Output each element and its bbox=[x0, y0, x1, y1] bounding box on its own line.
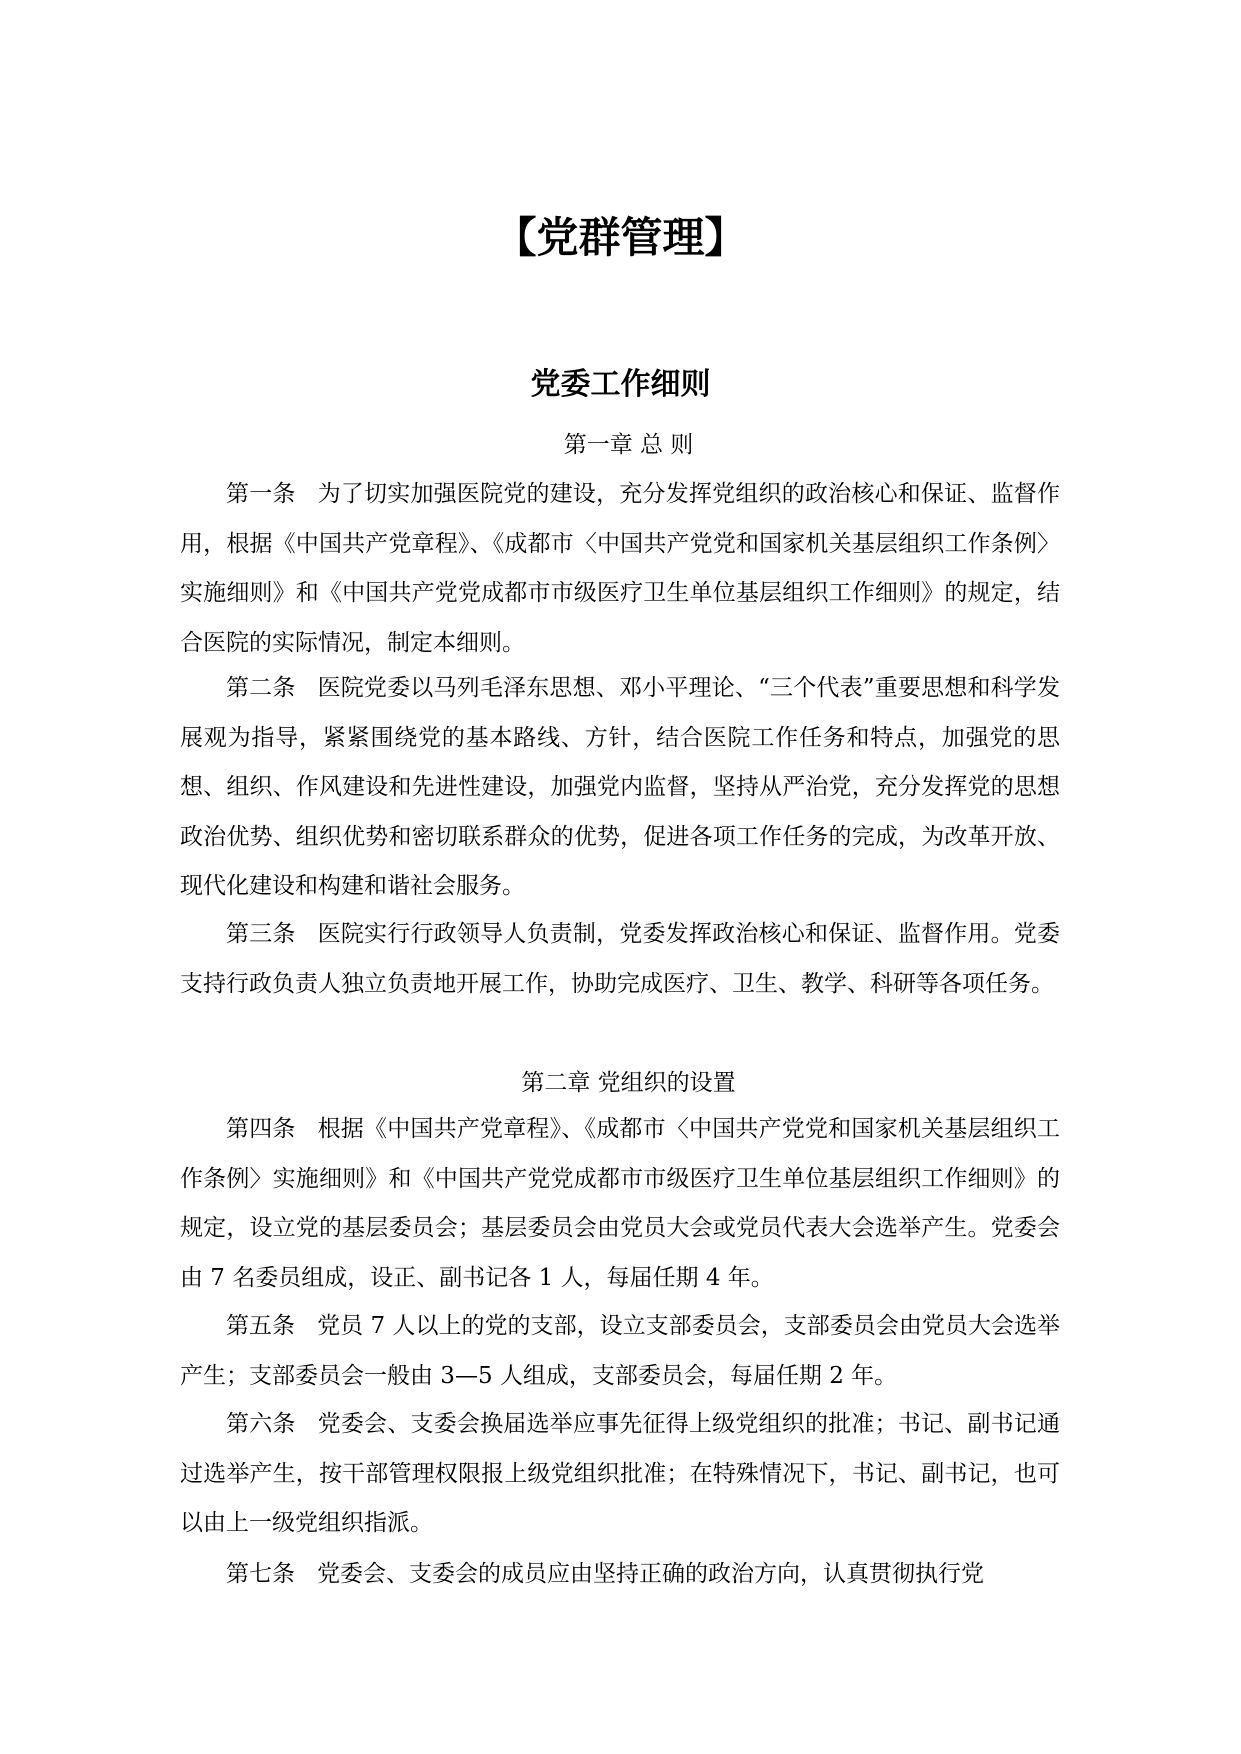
article-text: 为了切实加强医院党的建设，充分发挥党组织的政治核心和保证、监督作用，根据《中国共产党章程》、《成都市〈中国共产党党和国家机关基层组织工作条例〉实施细则》和《中国共产党党成都市市级医疗卫生单位基层组织工作细则》的规定，结合医院的实际情况，制定本细则。 bbox=[180, 481, 1061, 656]
article-label: 第四条 bbox=[226, 1116, 296, 1142]
article-label: 第一条 bbox=[226, 481, 296, 507]
article-1 bbox=[180, 470, 1060, 668]
section-title: 【党群管理】 bbox=[494, 213, 747, 262]
article-text: 党委会、支委会的成员应由坚持正确的政治方向，认真贯彻执行党 bbox=[317, 1561, 984, 1587]
article-text: 医院实行行政领导人负责制，党委发挥政治核心和保证、监督作用。党委支持行政负责人独立负责地开展工作，协助完成医疗、卫生、教学、科研等各项任务。 bbox=[180, 921, 1061, 997]
article-text: 党员 7 人以上的党的支部，设立支部委员会，支部委员会由党员大会选举产生；支部委员会一般由 3—5 人组成，支部委员会，每届任期 2 年。 bbox=[180, 1313, 1061, 1389]
article-text: 根据《中国共产党章程》、《成都市〈中国共产党党和国家机关基层组织工作条例〉实施细则》和《中国共产党党成都市市级医疗卫生单位基层组织工作细则》的规定，设立党的基层委员会；基层委员会由党员大会或党员代表大会选举产生。党委会由 7 名委员组成，设正、副书记各 1 人，每届任期 4 年。 bbox=[180, 1116, 1061, 1291]
article-7 bbox=[180, 1550, 1060, 1600]
article-label: 第六条 bbox=[226, 1411, 296, 1437]
article-6 bbox=[180, 1400, 1060, 1549]
article-text: 医院党委以马列毛泽东思想、邓小平理论、“三个代表”重要思想和科学发展观为指导，紧紧围绕党的基本路线、方针，结合医院工作任务和特点，加强党的思想、组织、作风建设和先进性建设，加强党内监督，坚持从严治党，充分发挥党的思想政治优势、组织优势和密切联系群众的优势，促进各项工作任务的完成，为改革开放、现代化建设和构建和谐社会服务。 bbox=[180, 675, 1060, 899]
article-text: 党委会、支委会换届选举应事先征得上级党组织的批准；书记、副书记通过选举产生，按干部管理权限报上级党组织批准；在特殊情况下，书记、副书记，也可以由上一级党组织指派。 bbox=[180, 1411, 1061, 1536]
article-label: 第七条 bbox=[226, 1561, 295, 1587]
chapter-heading: 第二章 党组织的设置 bbox=[521, 1070, 736, 1096]
article-3 bbox=[180, 910, 1060, 1009]
article-label: 第二条 bbox=[226, 675, 296, 701]
article-4 bbox=[180, 1105, 1060, 1303]
article-5 bbox=[180, 1302, 1060, 1401]
chapter-heading: 第一章 总 则 bbox=[563, 432, 694, 458]
article-2 bbox=[180, 664, 1060, 912]
document-title: 党委工作细则 bbox=[530, 367, 711, 402]
article-label: 第三条 bbox=[226, 921, 296, 947]
article-label: 第五条 bbox=[226, 1313, 296, 1339]
